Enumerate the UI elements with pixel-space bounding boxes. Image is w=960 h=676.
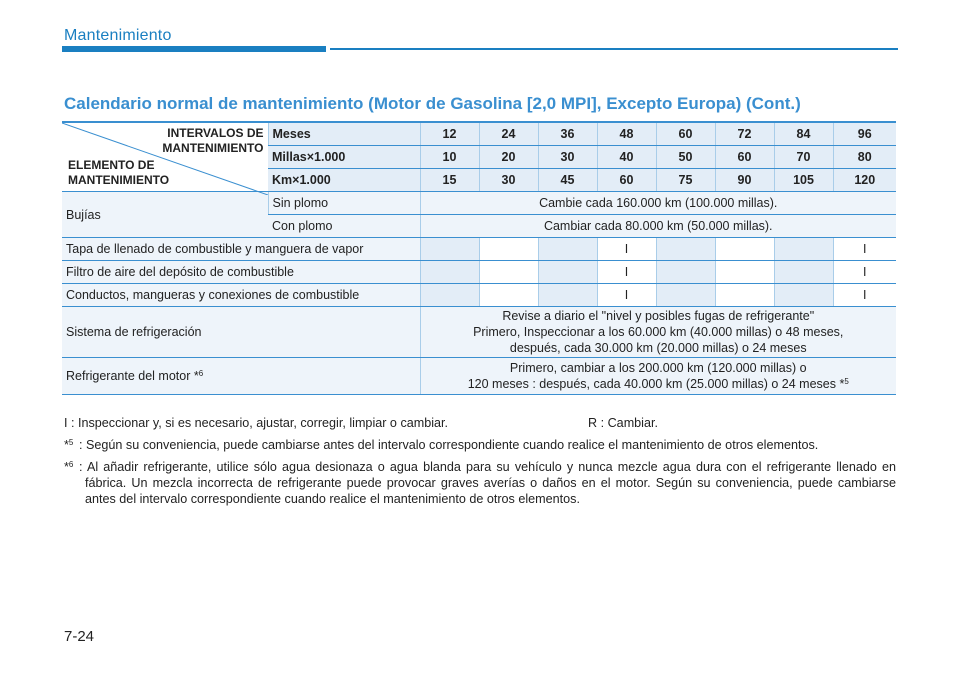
interval-text: Revise a diario el "nivel y posibles fugas de refrigerante" Primero, Inspeccionar a los 60.000 km (40.000 millas) o 48 meses, después, cada 30.000 km (20.000 millas) o 24 meses	[420, 307, 896, 358]
header-value: 84	[774, 122, 833, 146]
header-value: 60	[597, 169, 656, 192]
interval-cell: I	[597, 261, 656, 284]
table-row	[62, 284, 896, 307]
interval-cell: I	[597, 238, 656, 261]
header-value: 36	[538, 122, 597, 146]
interval-cell: I	[597, 284, 656, 307]
header-value: 80	[833, 146, 896, 169]
footnote-5: *$^5$ : Según su conveniencia, puede cambiarse antes del intervalo correspondiente cuando realice el mantenimiento de otros elementos.	[64, 438, 819, 452]
interval-cell	[656, 261, 715, 284]
page-title: Calendario normal de mantenimiento (Motor de Gasolina [2,0 MPI], Excepto Europa) (Cont.)	[64, 94, 801, 113]
header-value: 120	[833, 169, 896, 192]
header-value: 15	[420, 169, 479, 192]
header-value: 20	[479, 146, 538, 169]
section-rule-thin	[330, 48, 898, 50]
maintenance-schedule-table	[62, 121, 896, 395]
interval-cell	[420, 284, 479, 307]
interval-text: Cambiar cada 80.000 km (50.000 millas).	[420, 215, 896, 238]
interval-cell	[479, 261, 538, 284]
header-value: 50	[656, 146, 715, 169]
interval-cell	[774, 261, 833, 284]
interval-cell	[479, 284, 538, 307]
page-number: 7-24	[64, 628, 95, 645]
header-label: Km×1.000	[268, 169, 420, 192]
header-value: 48	[597, 122, 656, 146]
section-rule-thick	[62, 46, 326, 52]
header-value: 72	[715, 122, 774, 146]
interval-cell	[656, 284, 715, 307]
header-corner	[62, 122, 268, 192]
header-label: Meses	[268, 122, 420, 146]
header-value: 70	[774, 146, 833, 169]
interval-cell	[774, 238, 833, 261]
header-row-months	[62, 122, 896, 146]
section-title: Mantenimiento	[64, 27, 172, 44]
interval-cell: I	[833, 261, 896, 284]
interval-cell	[538, 238, 597, 261]
item-label: Tapa de llenado de combustible y manguera de vapor	[62, 238, 420, 261]
interval-text: Primero, cambiar a los 200.000 km (120.000 millas) o 120 meses : después, cada 40.000 km (25.000 millas) o 24 meses *$^5$	[420, 358, 896, 395]
legend	[64, 415, 896, 431]
header-label: Millas×1.000	[268, 146, 420, 169]
table-row	[62, 261, 896, 284]
table-row	[62, 307, 896, 358]
header-value: 60	[656, 122, 715, 146]
legend-inspect: I : Inspeccionar y, si es necesario, ajustar, corregir, limpiar o cambiar.	[64, 416, 449, 430]
item-engine-coolant: Refrigerante del motor *$^6$	[62, 358, 420, 395]
interval-cell	[420, 261, 479, 284]
header-value: 105	[774, 169, 833, 192]
table-row	[62, 358, 896, 395]
header-value: 96	[833, 122, 896, 146]
sub-item: Con plomo	[268, 215, 420, 238]
sub-item: Sin plomo	[268, 192, 420, 215]
item-label: Filtro de aire del depósito de combustible	[62, 261, 420, 284]
item-spark-plugs: Bujías	[62, 192, 268, 238]
header-value: 40	[597, 146, 656, 169]
interval-text: Cambie cada 160.000 km (100.000 millas).	[420, 192, 896, 215]
header-value: 30	[479, 169, 538, 192]
header-value: 24	[479, 122, 538, 146]
item-label: Conductos, mangueras y conexiones de combustible	[62, 284, 420, 307]
interval-cell	[479, 238, 538, 261]
header-value: 90	[715, 169, 774, 192]
interval-cell	[715, 284, 774, 307]
corner-items-label: ELEMENTO DE MANTENIMIENTO	[68, 158, 170, 187]
interval-cell	[656, 238, 715, 261]
header-value: 45	[538, 169, 597, 192]
table-row	[62, 238, 896, 261]
interval-cell	[715, 238, 774, 261]
notes	[64, 415, 896, 513]
footnote-6: *$^6$ : Al añadir refrigerante, utilice sólo agua desionaza o agua blanda para su vehículo y nunca mezcle agua dura con el refrigerante llenado en fábrica. Un mezcla incorrecta de refrigerante puede provocar graves averías o daños en el motor. Según su conveniencia, puede cambiarse antes del intervalo correspondiente cuando realice el mantenimiento de otros elementos.	[64, 460, 896, 506]
header-value: 12	[420, 122, 479, 146]
legend-replace: R : Cambiar.	[588, 416, 658, 430]
interval-cell: I	[833, 238, 896, 261]
interval-cell	[538, 261, 597, 284]
interval-cell	[420, 238, 479, 261]
interval-cell	[538, 284, 597, 307]
interval-cell: I	[833, 284, 896, 307]
header-value: 60	[715, 146, 774, 169]
interval-cell	[715, 261, 774, 284]
corner-intervals-label: INTERVALOS DE MANTENIMIENTO	[162, 126, 264, 155]
item-cooling-system: Sistema de refrigeración	[62, 307, 420, 358]
interval-cell	[774, 284, 833, 307]
header-value: 75	[656, 169, 715, 192]
header-value: 30	[538, 146, 597, 169]
header-value: 10	[420, 146, 479, 169]
